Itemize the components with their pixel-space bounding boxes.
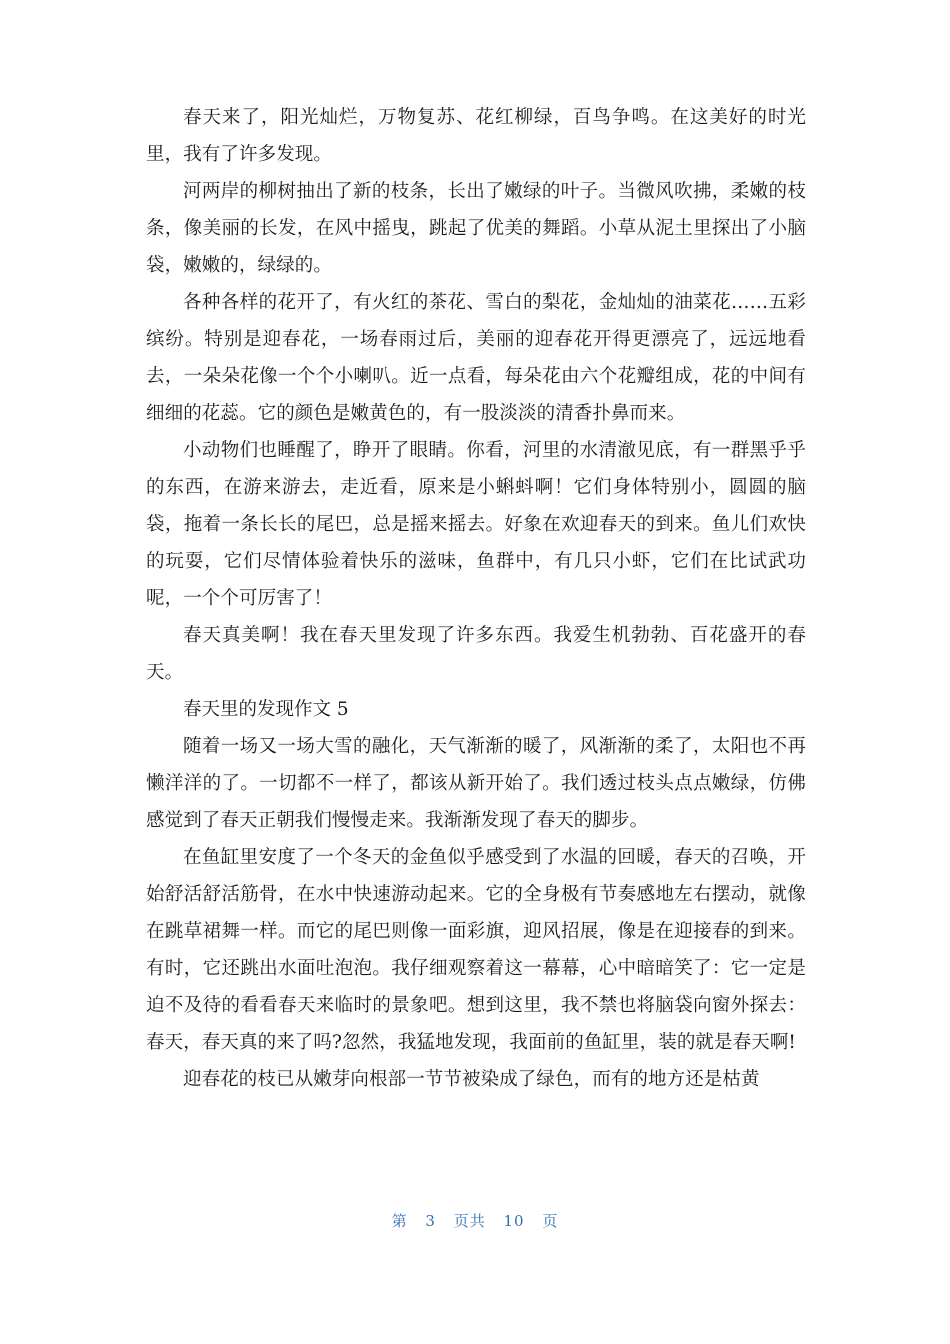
paragraph: 随着一场又一场大雪的融化，天气渐渐的暖了，风渐渐的柔了，太阳也不再懒洋洋的了。一切都不一样了，都该从新开始了。我们透过枝头点点嫩绿，仿佛感觉到了春天正朝我们慢慢走来。我渐渐发现了春天的脚步。 [146,736,806,831]
paragraph: 在鱼缸里安度了一个冬天的金鱼似乎感受到了水温的回暖，春天的召唤，开始舒活舒活筋骨，在水中快速游动起来。它的全身极有节奏感地左右摆动，就像在跳草裙舞一样。而它的尾巴则像一面彩旗，迎风招展，像是在迎接春的到来。有时，它还跳出水面吐泡泡。我仔细观察着这一幕幕，心中暗暗笑了：它一定是迫不及待的看看春天来临时的景象吧。想到这里，我不禁也将脑袋向窗外探去：春天，春天真的来了吗?忽然，我猛地发现，我面前的鱼缸里，装的就是春天啊! [146,847,806,1053]
footer-total-pages: 10 [503,1212,525,1230]
footer-middle: 页共 [453,1212,486,1230]
page-footer [0,1210,950,1231]
footer-prefix: 第 [391,1212,408,1230]
footer-suffix: 页 [542,1212,559,1230]
document-body [146,99,806,1098]
paragraph: 春天真美啊！我在春天里发现了许多东西。我爱生机勃勃、百花盛开的春天。 [146,625,806,683]
paragraph: 迎春花的枝已从嫩芽向根部一节节被染成了绿色，而有的地方还是枯黄 [183,1069,760,1090]
section-heading: 春天里的发现作文 5 [183,699,349,720]
paragraph: 河两岸的柳树抽出了新的枝条，长出了嫩绿的叶子。当微风吹拂，柔嫩的枝条，像美丽的长发，在风中摇曳，跳起了优美的舞蹈。小草从泥土里探出了小脑袋，嫩嫩的，绿绿的。 [146,181,806,276]
paragraph: 各种各样的花开了，有火红的茶花、雪白的梨花，金灿灿的油菜花……五彩缤纷。特别是迎春花，一场春雨过后，美丽的迎春花开得更漂亮了，远远地看去，一朵朵花像一个个小喇叭。近一点看，每朵花由六个花瓣组成，花的中间有细细的花蕊。它的颜色是嫩黄色的，有一股淡淡的清香扑鼻而来。 [146,292,806,424]
paragraph: 春天来了，阳光灿烂，万物复苏、花红柳绿，百鸟争鸣。在这美好的时光里，我有了许多发现。 [146,107,806,165]
paragraph: 小动物们也睡醒了，睁开了眼睛。你看，河里的水清澈见底，有一群黑乎乎的东西，在游来游去，走近看，原来是小蝌蚪啊！它们身体特别小，圆圆的脑袋，拖着一条长长的尾巴，总是摇来摇去。好象在欢迎春天的到来。鱼儿们欢快的玩耍，它们尽情体验着快乐的滋味，鱼群中，有几只小虾，它们在比试武功呢，一个个可厉害了！ [146,440,806,609]
footer-current-page: 3 [425,1212,436,1230]
